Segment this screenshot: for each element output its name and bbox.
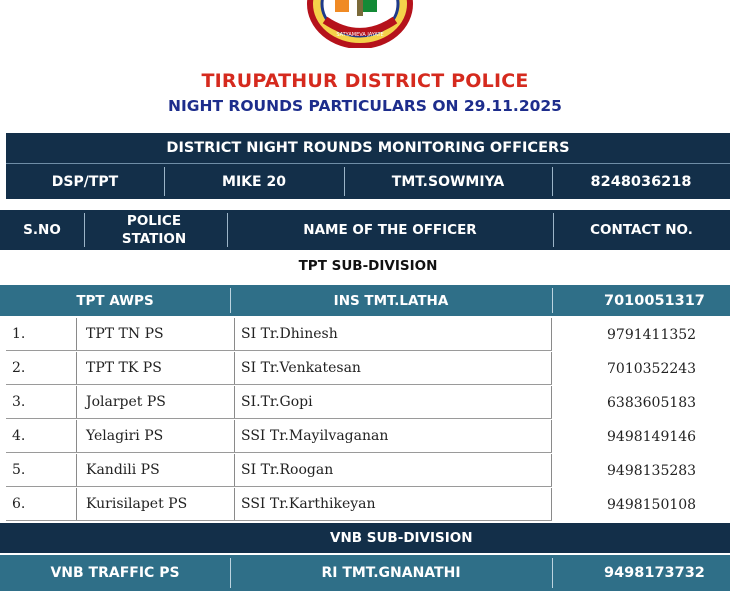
- monitoring-heading-band: [6, 133, 730, 163]
- divider: [234, 352, 235, 384]
- divider: [76, 454, 77, 486]
- table-row: [6, 420, 552, 453]
- tamil-nadu-police-emblem: [305, 0, 415, 48]
- awps-officer: INS TMT.LATHA: [333, 292, 449, 309]
- divider: [76, 352, 77, 384]
- row-officer: SI Tr.Dhinesh: [241, 326, 338, 342]
- emblem-motto: SATYAMEVA JAYATE: [336, 32, 384, 38]
- divider: [234, 454, 235, 486]
- page-subtitle: NIGHT ROUNDS PARTICULARS ON 29.11.2025: [168, 97, 562, 115]
- vnb-traffic-contact: 9498173732: [604, 565, 705, 581]
- header-station: [84, 210, 224, 250]
- table-row: [6, 352, 552, 385]
- row-contact: 9498135283: [607, 462, 697, 479]
- row-contact: 9498150108: [607, 496, 697, 513]
- tpt-subdivision-title: TPT SUB-DIVISION: [298, 258, 438, 274]
- header-sno: S.NO: [23, 222, 61, 238]
- row-station: Jolarpet PS: [86, 394, 166, 410]
- monitoring-rank: DSP/TPT: [51, 173, 119, 190]
- divider: [234, 420, 235, 452]
- header-station-line1: POLICE: [126, 213, 182, 229]
- divider: [551, 318, 552, 350]
- row-station: Kurisilapet PS: [86, 496, 188, 512]
- row-station: Yelagiri PS: [86, 428, 164, 444]
- row-officer: SSI Tr.Karthikeyan: [241, 496, 376, 512]
- monitoring-call-sign: MIKE 20: [222, 173, 286, 190]
- row-sno: 3.: [12, 394, 26, 410]
- row-officer: SI Tr.Roogan: [241, 462, 334, 478]
- vnb-traffic-row: [0, 555, 730, 591]
- header-officer: NAME OF THE OFFICER: [303, 222, 477, 238]
- divider: [234, 318, 235, 350]
- table-row: [6, 488, 552, 521]
- table-row: [6, 386, 552, 419]
- divider: [76, 318, 77, 350]
- row-contact: 6383605183: [607, 394, 697, 411]
- page-title: TIRUPATHUR DISTRICT POLICE: [201, 70, 529, 92]
- tpt-awps-row: [0, 285, 730, 316]
- vnb-subdivision-title: VNB SUB-DIVISION: [330, 530, 473, 546]
- awps-station: TPT AWPS: [76, 292, 154, 309]
- row-sno: 6.: [12, 496, 26, 512]
- header-station-line2: STATION: [121, 231, 187, 247]
- row-station: TPT TN PS: [86, 326, 164, 342]
- divider: [551, 352, 552, 384]
- awps-contact: 7010051317: [604, 292, 705, 309]
- table-row: [6, 454, 552, 487]
- vnb-traffic-station: VNB TRAFFIC PS: [50, 565, 180, 581]
- divider: [76, 488, 77, 520]
- divider: [551, 488, 552, 520]
- divider: [76, 386, 77, 418]
- row-station: TPT TK PS: [86, 360, 162, 376]
- row-officer: SI.Tr.Gopi: [241, 394, 313, 410]
- row-sno: 5.: [12, 462, 26, 478]
- row-contact: 7010352243: [607, 360, 697, 377]
- row-officer: SI Tr.Venkatesan: [241, 360, 361, 376]
- divider: [551, 420, 552, 452]
- row-officer: SSI Tr.Mayilvaganan: [241, 428, 389, 444]
- row-sno: 2.: [12, 360, 26, 376]
- divider: [551, 386, 552, 418]
- monitoring-officer-row: [6, 163, 730, 199]
- table-row: [6, 318, 552, 351]
- row-sno: 1.: [12, 326, 26, 342]
- row-station: Kandili PS: [86, 462, 160, 478]
- header-contact: CONTACT NO.: [590, 222, 693, 238]
- divider: [76, 420, 77, 452]
- row-contact: 9498149146: [607, 428, 697, 445]
- monitoring-officer: TMT.SOWMIYA: [391, 173, 505, 190]
- monitoring-heading: DISTRICT NIGHT ROUNDS MONITORING OFFICERS: [166, 140, 570, 156]
- vnb-subdivision-band: [0, 523, 730, 553]
- divider: [234, 386, 235, 418]
- row-contact: 9791411352: [607, 326, 697, 343]
- divider: [234, 488, 235, 520]
- monitoring-contact: 8248036218: [590, 173, 692, 190]
- row-sno: 4.: [12, 428, 26, 444]
- vnb-traffic-officer: RI TMT.GNANATHI: [321, 565, 461, 581]
- table-header-row: [0, 210, 730, 250]
- divider: [551, 454, 552, 486]
